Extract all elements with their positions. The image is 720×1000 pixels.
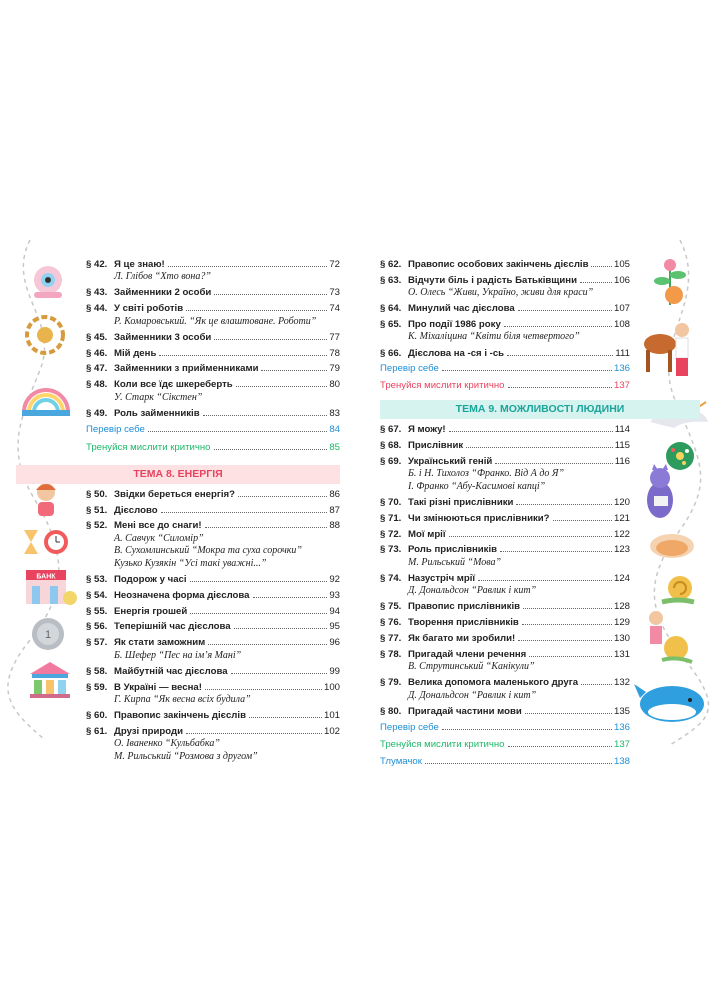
leader-dots xyxy=(580,282,612,283)
reading-author-title: Б. і Н. Тихолоз “Франко. Від А до Я” xyxy=(408,468,565,480)
page-number: 96 xyxy=(329,637,340,649)
page-number: 99 xyxy=(329,665,340,677)
leader-dots xyxy=(214,339,327,340)
lesson-number: § 77. xyxy=(380,632,402,644)
page-number: 80 xyxy=(329,379,340,391)
page-number: 129 xyxy=(613,617,630,629)
bank-illustration xyxy=(22,566,78,608)
contents-entry[interactable] xyxy=(86,407,340,420)
contents-entry[interactable] xyxy=(380,302,630,315)
page-number: 107 xyxy=(613,303,630,315)
page-number: 79 xyxy=(329,363,340,375)
page-number: 100 xyxy=(323,681,340,693)
contents-entry[interactable] xyxy=(380,496,630,509)
contents-row xyxy=(380,258,630,271)
lesson-number: § 70. xyxy=(380,496,402,508)
contents-entry[interactable] xyxy=(86,665,340,678)
leader-dots xyxy=(466,447,613,448)
check-self-link-2[interactable]: Перевір себе 136 xyxy=(380,363,630,375)
carousel-illustration xyxy=(20,660,80,704)
lesson-title: Майбутній час дієслова xyxy=(114,665,228,677)
page-number: 77 xyxy=(329,331,340,343)
lesson-title: Займенники 3 особи xyxy=(114,331,212,343)
contents-entry[interactable] xyxy=(86,258,340,284)
lesson-title: Такі різні прислівники xyxy=(408,496,514,508)
leader-dots xyxy=(253,597,328,598)
lesson-number: § 56. xyxy=(86,621,108,633)
contents-row xyxy=(380,512,630,525)
page-number: 111 xyxy=(615,347,630,359)
contents-row xyxy=(86,605,340,618)
contents-row xyxy=(86,589,340,602)
lesson-title: Роль прислівників xyxy=(408,544,498,556)
lesson-number: § 50. xyxy=(86,488,108,500)
reading-author-title: О. Іваненко “Кульбабка” xyxy=(114,738,220,750)
contents-entry[interactable] xyxy=(380,572,630,598)
contents-row xyxy=(86,709,340,722)
lesson-title: Правопис закінчень дієслів xyxy=(114,710,246,722)
leader-dots xyxy=(516,504,612,505)
leader-dots xyxy=(529,656,612,657)
sleeping-cat-illustration xyxy=(646,526,698,560)
lesson-number: § 59. xyxy=(86,681,108,693)
lesson-title: Друзі природи xyxy=(114,725,184,737)
contents-entry[interactable] xyxy=(86,504,340,517)
lesson-title: Український геній xyxy=(408,455,493,467)
cat-with-book-illustration xyxy=(640,462,680,522)
lesson-title: Енергія грошей xyxy=(114,605,188,617)
leader-dots xyxy=(208,644,327,645)
contents-entry[interactable] xyxy=(86,347,340,360)
lessons-list-part-3 xyxy=(380,258,630,360)
lesson-title: Мій день xyxy=(114,347,157,359)
leader-dots xyxy=(495,463,612,464)
lesson-number: § 66. xyxy=(380,347,402,359)
page-number: 122 xyxy=(613,528,630,540)
page-number: 106 xyxy=(613,274,630,286)
leader-dots xyxy=(190,581,328,582)
contents-entry[interactable] xyxy=(86,331,340,344)
lesson-number: § 60. xyxy=(86,710,108,722)
lesson-title: Неозначена форма дієслова xyxy=(114,589,250,601)
leader-dots xyxy=(190,613,327,614)
page-number: 131 xyxy=(613,648,630,660)
page-number: 101 xyxy=(323,710,340,722)
contents-row xyxy=(380,347,630,360)
lesson-title: Пригадай члени речення xyxy=(408,648,527,660)
lesson-number: § 75. xyxy=(380,601,402,613)
page-number: 95 xyxy=(329,621,340,633)
reading-author-title: І. Франко “Абу-Касимові капці” xyxy=(408,480,546,492)
contents-row xyxy=(86,258,340,271)
contents-row xyxy=(86,504,340,517)
leader-dots xyxy=(159,355,327,356)
leader-dots xyxy=(249,717,322,718)
lesson-title: Велика допомога маленького друга xyxy=(408,677,579,689)
contents-row xyxy=(380,648,630,661)
contents-row xyxy=(380,543,630,556)
leader-dots xyxy=(522,624,612,625)
lesson-title: Прислівник xyxy=(408,439,464,451)
contents-entry[interactable] xyxy=(380,528,630,541)
page-number: 114 xyxy=(614,424,630,436)
lesson-number: § 69. xyxy=(380,455,402,467)
lesson-number: § 74. xyxy=(380,572,402,584)
lesson-number: § 51. xyxy=(86,504,108,516)
page-number: 72 xyxy=(329,259,340,270)
right-contents-column xyxy=(380,258,630,768)
lesson-title: Як багато ми зробили! xyxy=(408,632,516,644)
contents-entry[interactable] xyxy=(86,378,340,404)
lesson-title: Займенники з прийменниками xyxy=(114,363,259,375)
page-number: 115 xyxy=(614,439,630,451)
leader-dots xyxy=(234,628,328,629)
girl-illustration xyxy=(26,478,66,518)
page-number: 120 xyxy=(613,496,630,508)
reading-author-title: Д. Дональдсон “Равлик і кит” xyxy=(408,689,537,701)
whale-illustration xyxy=(632,672,712,730)
contents-row xyxy=(380,274,630,287)
glossary-link[interactable]: Тлумачок 138 xyxy=(380,756,630,768)
page-number: 94 xyxy=(329,605,340,617)
lesson-number: § 65. xyxy=(380,319,402,331)
contents-entry[interactable] xyxy=(380,600,630,613)
page-number: 123 xyxy=(613,544,630,556)
lesson-number: § 58. xyxy=(86,665,108,677)
gear-illustration xyxy=(22,312,68,358)
contents-entry[interactable] xyxy=(380,347,630,360)
reading-author-title: Р. Комаровський. “Як це влаштоване. Роботи” xyxy=(114,315,317,327)
reading-author-title: Кузько Кузякін “Усі такі уважні...” xyxy=(114,557,267,569)
contents-entry[interactable] xyxy=(86,709,340,722)
leader-dots xyxy=(525,713,612,714)
lesson-title: Дієслова на -ся і -сь xyxy=(408,347,505,359)
lesson-number: § 55. xyxy=(86,605,108,617)
page-number: 121 xyxy=(613,512,630,524)
check-self-link-3[interactable]: Перевір себе 136 xyxy=(380,721,630,733)
left-contents-column xyxy=(86,258,340,766)
lesson-title: Я це знаю! xyxy=(114,259,165,270)
robot-illustration xyxy=(20,262,76,302)
contents-entry[interactable] xyxy=(380,455,630,493)
leader-dots xyxy=(504,326,612,327)
lesson-title: Як стати заможним xyxy=(114,637,206,649)
contents-row xyxy=(380,423,630,436)
reading-author-title: О. Олесь “Живи, Україно, живи для краси” xyxy=(408,287,594,299)
reading-author-title: Д. Дональдсон “Равлик і кит” xyxy=(408,585,537,597)
contents-row xyxy=(86,378,340,391)
lesson-number: § 42. xyxy=(86,259,108,270)
svg-text:1: 1 xyxy=(44,629,52,641)
lessons-list-part-1 xyxy=(86,258,340,420)
leader-dots xyxy=(205,689,322,690)
lesson-title: Я можу! xyxy=(408,424,446,436)
contents-entry[interactable] xyxy=(380,632,630,645)
contents-row xyxy=(380,616,630,629)
contents-entry[interactable] xyxy=(86,519,340,570)
contents-row xyxy=(86,362,340,375)
contents-entry[interactable] xyxy=(380,258,630,271)
lesson-number: § 68. xyxy=(380,439,402,451)
contents-row xyxy=(86,636,340,649)
contents-entry[interactable] xyxy=(380,676,630,702)
leader-dots xyxy=(478,580,612,581)
contents-entry[interactable] xyxy=(86,681,340,707)
lesson-number: § 57. xyxy=(86,637,108,649)
leader-dots xyxy=(203,415,328,416)
leader-dots xyxy=(236,386,328,387)
lesson-number: § 61. xyxy=(86,725,108,737)
page-number: 105 xyxy=(613,259,630,270)
leader-dots xyxy=(581,684,612,685)
leader-dots xyxy=(214,294,327,295)
lesson-title: Правопис прислівників xyxy=(408,601,521,613)
contents-entry[interactable] xyxy=(86,605,340,618)
lesson-title: Правопис особових закінчень дієслів xyxy=(408,259,589,270)
page-number: 74 xyxy=(329,303,340,315)
contents-entry[interactable] xyxy=(380,318,630,344)
lessons-list-part-4 xyxy=(380,423,630,718)
contents-row xyxy=(380,439,630,452)
lesson-title: Звідки береться енергія? xyxy=(114,488,235,500)
lesson-title: Роль займенників xyxy=(114,407,200,419)
snail-illustration xyxy=(658,568,698,608)
contents-entry[interactable] xyxy=(86,573,340,586)
check-self-link[interactable]: Перевір себе 84 xyxy=(86,424,340,436)
think-critically-link-2[interactable]: Тренуйся мислити критично 137 xyxy=(380,379,630,391)
page-number: 83 xyxy=(329,407,340,419)
leader-dots xyxy=(518,640,612,641)
contents-entry[interactable] xyxy=(86,636,340,662)
contents-row xyxy=(380,632,630,645)
contents-row xyxy=(86,681,340,694)
page-number: 88 xyxy=(329,520,340,532)
leader-dots xyxy=(168,266,328,267)
contents-entry[interactable] xyxy=(380,439,630,452)
page-number: 124 xyxy=(613,572,630,584)
lesson-title: Теперішній час дієслова xyxy=(114,621,231,633)
girl-with-horse-illustration xyxy=(640,316,696,382)
contents-entry[interactable] xyxy=(86,286,340,299)
contents-row xyxy=(86,347,340,360)
contents-entry[interactable] xyxy=(86,725,340,763)
reading-author-title: В. Сухомлинський “Мокра та суха сорочки” xyxy=(114,545,302,557)
contents-entry[interactable] xyxy=(86,589,340,602)
leader-dots xyxy=(186,733,322,734)
page-number: 87 xyxy=(329,504,340,516)
page-number: 78 xyxy=(329,347,340,359)
leader-dots xyxy=(231,673,328,674)
page-number: 102 xyxy=(323,725,340,737)
lesson-title: Дієслово xyxy=(114,504,158,516)
lesson-title: Про події 1986 року xyxy=(408,319,501,331)
contents-row xyxy=(380,705,630,718)
lesson-number: § 78. xyxy=(380,648,402,660)
leader-dots xyxy=(449,431,613,432)
contents-row xyxy=(380,676,630,689)
contents-entry[interactable] xyxy=(380,423,630,436)
lesson-number: § 73. xyxy=(380,544,402,556)
reading-author-title: А. Савчук “Силомір” xyxy=(114,532,204,544)
lesson-title: Подорож у часі xyxy=(114,573,187,585)
lesson-number: § 71. xyxy=(380,512,402,524)
reading-author-title: М. Рильський “Мова” xyxy=(408,556,502,568)
contents-entry[interactable] xyxy=(380,616,630,629)
reading-author-title: Л. Глібов “Хто вона?” xyxy=(114,271,211,283)
lesson-title: Мої мрії xyxy=(408,528,446,540)
leader-dots xyxy=(523,608,612,609)
lesson-title: Творення прислівників xyxy=(408,617,519,629)
lesson-title: Минулий час дієслова xyxy=(408,303,515,315)
coin-illustration xyxy=(28,614,68,654)
contents-row xyxy=(380,318,630,331)
leader-dots xyxy=(591,266,612,267)
page-number: 93 xyxy=(329,589,340,601)
topic-8-banner: ТЕМА 8. ЕНЕРГІЯ xyxy=(16,465,340,484)
leader-dots xyxy=(553,520,612,521)
page-number: 130 xyxy=(613,632,630,644)
lesson-title: Займенники 2 особи xyxy=(114,287,212,299)
contents-entry[interactable] xyxy=(380,648,630,674)
leader-dots xyxy=(238,496,327,497)
hourglass-clock-illustration xyxy=(20,526,72,558)
lesson-number: § 45. xyxy=(86,331,108,343)
lesson-number: § 54. xyxy=(86,589,108,601)
contents-entry[interactable] xyxy=(86,302,340,328)
lesson-title: Назустріч мрії xyxy=(408,572,476,584)
contents-row xyxy=(86,620,340,633)
lesson-title: Пригадай частини мови xyxy=(408,705,522,717)
lesson-number: § 79. xyxy=(380,677,402,689)
lesson-number: § 44. xyxy=(86,303,108,315)
contents-entry[interactable] xyxy=(380,512,630,525)
contents-row xyxy=(86,725,340,738)
contents-entry[interactable] xyxy=(86,488,340,501)
page-number: 116 xyxy=(614,455,630,467)
contents-row xyxy=(380,496,630,509)
contents-row xyxy=(86,331,340,344)
contents-entry[interactable] xyxy=(380,705,630,718)
contents-row xyxy=(86,573,340,586)
contents-entry[interactable] xyxy=(380,543,630,569)
lessons-list-part-2 xyxy=(86,488,340,764)
contents-row xyxy=(86,302,340,315)
contents-row xyxy=(380,455,630,468)
page-number: 86 xyxy=(329,488,340,500)
reading-author-title: Б. Шефер “Пес на ім’я Мані” xyxy=(114,649,242,661)
contents-row xyxy=(380,572,630,585)
reading-author-title: В. Струтинський “Канікули” xyxy=(408,661,535,673)
page-number: 73 xyxy=(329,287,340,299)
lesson-number: § 46. xyxy=(86,347,108,359)
lesson-number: § 48. xyxy=(86,379,108,391)
page-number: 135 xyxy=(613,705,630,717)
contents-row xyxy=(86,665,340,678)
lesson-number: § 53. xyxy=(86,573,108,585)
leader-dots xyxy=(449,536,612,537)
reading-author-title: Г. Кирпа “Як весна всіх будила” xyxy=(114,693,251,705)
flowers-illustration xyxy=(648,255,692,309)
lesson-number: § 76. xyxy=(380,617,402,629)
lesson-number: § 67. xyxy=(380,424,402,436)
page-number: 92 xyxy=(329,573,340,585)
contents-row xyxy=(380,302,630,315)
lesson-title: Мені все до снаги! xyxy=(114,520,202,532)
leader-dots xyxy=(205,527,328,528)
contents-row xyxy=(86,407,340,420)
contents-row xyxy=(86,519,340,532)
lesson-number: § 63. xyxy=(380,274,402,286)
page-number: 108 xyxy=(613,319,630,331)
topic-9-banner: ТЕМА 9. МОЖЛИВОСТІ ЛЮДИНИ xyxy=(380,400,700,419)
contents-entry[interactable] xyxy=(380,274,630,300)
contents-row xyxy=(380,600,630,613)
reading-author-title: К. Міхаліцина “Квіти біля четвертого” xyxy=(408,331,580,343)
lesson-number: § 62. xyxy=(380,259,402,270)
lesson-title: В Україні — весна! xyxy=(114,681,202,693)
bank-sign: БАНК xyxy=(36,573,56,581)
lesson-number: § 47. xyxy=(86,363,108,375)
lesson-title: У світі роботів xyxy=(114,303,184,315)
contents-row xyxy=(86,488,340,501)
lesson-number: § 72. xyxy=(380,528,402,540)
girl-snail-illustration xyxy=(638,608,694,666)
leader-dots xyxy=(518,310,612,311)
leader-dots xyxy=(507,355,613,356)
contents-row xyxy=(86,286,340,299)
lesson-number: § 64. xyxy=(380,303,402,315)
reading-author-title: М. Рильський “Розмова з другом” xyxy=(114,750,258,762)
leader-dots xyxy=(186,310,327,311)
leader-dots xyxy=(500,551,612,552)
page-number: 132 xyxy=(613,677,630,689)
lesson-number: § 49. xyxy=(86,407,108,419)
reading-author-title: У. Старк “Сікстен” xyxy=(114,391,203,403)
lesson-number: § 43. xyxy=(86,287,108,299)
think-critically-link-3[interactable]: Тренуйся мислити критично 137 xyxy=(380,738,630,750)
think-critically-link[interactable]: Тренуйся мислити критично 85 xyxy=(86,442,340,454)
page-number: 128 xyxy=(613,601,630,613)
lesson-number: § 52. xyxy=(86,520,108,532)
lesson-title: Чи змінюються прислівники? xyxy=(408,512,550,524)
lesson-title: Коли все їдє шкереберть xyxy=(114,379,233,391)
contents-entry[interactable] xyxy=(86,620,340,633)
contents-row xyxy=(380,528,630,541)
rainbow-book-illustration xyxy=(18,378,74,418)
contents-entry[interactable] xyxy=(86,362,340,375)
leader-dots xyxy=(161,512,328,513)
lesson-number: § 80. xyxy=(380,705,402,717)
leader-dots xyxy=(261,370,327,371)
lesson-title: Відчути біль і радість Батьківщини xyxy=(408,274,577,286)
